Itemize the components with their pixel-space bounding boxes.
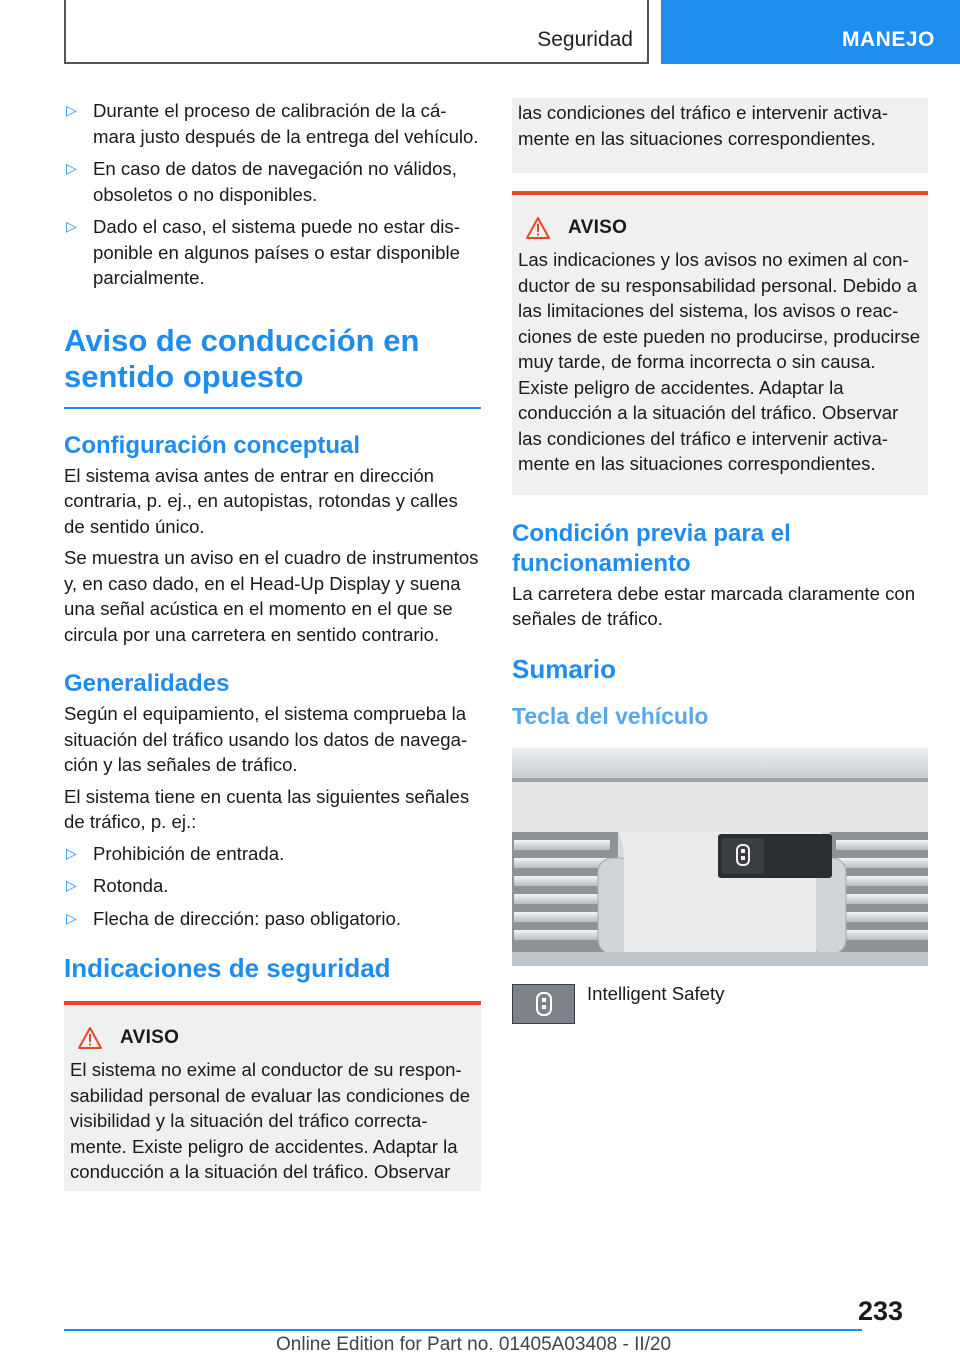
- triangle-bullet-icon: ▷: [66, 102, 77, 118]
- page-title: Aviso de conducción en sentido opuesto: [64, 323, 481, 409]
- warning-title: AVISO: [568, 217, 628, 238]
- triangle-bullet-icon: ▷: [66, 909, 77, 926]
- list-item: ▷ En caso de datos de navegación no válidos, obsoletos o no disponibles.: [66, 158, 457, 205]
- dashboard-illustration: [512, 748, 928, 966]
- triangle-bullet-icon: ▷: [66, 877, 77, 893]
- conditions-list: [64, 98, 481, 291]
- list-item: ▷ Flecha de dirección: paso obligatorio.: [64, 906, 481, 932]
- warning-title: AVISO: [120, 1027, 180, 1048]
- warning-box: [512, 191, 928, 495]
- button-heading: Tecla del vehículo: [512, 702, 709, 729]
- summary-heading: Sumario: [512, 653, 617, 684]
- page-number: 233: [858, 1296, 904, 1326]
- warning-header: [518, 217, 922, 239]
- footer-edition: Online Edition for Part no. 01405A03408 - II/20: [276, 1334, 672, 1355]
- button-label: Intelligent Safety: [587, 982, 725, 1004]
- safety-heading: Indicaciones de seguridad: [64, 953, 391, 983]
- warning-continued-text: las condiciones del tráfico e intervenir activamente en las situaciones correspondientes.: [518, 102, 888, 149]
- triangle-bullet-icon: ▷: [66, 218, 77, 234]
- section-tab-label: Seguridad: [537, 28, 633, 51]
- warning-text: El sistema no exime al conductor de su responsabilidad personal de evaluar las condiciones de visibilidad y la situación del tráfico correctamente. Existe peligro de accidentes. Adaptar la conducción a la situación del tráfico. Observar: [70, 1059, 471, 1182]
- chapter-tab: [661, 0, 960, 64]
- warning-header: [70, 1027, 475, 1049]
- footer-divider: [64, 1329, 862, 1331]
- chapter-tab-label: MANEJO: [842, 28, 935, 51]
- warning-text: Las indicaciones y los avisos no eximen al conductor de su responsabilidad personal. Debido a las limitaciones del sistema, los avisos o reacciones de este pueden no producirse, producirse muy tarde, de forma incorrecta o sin causa. Existe peligro de accidentes. Adaptar la conducción a la situación del tráfico. Observar las condiciones del tráfico e intervenir activamente en las situaciones correspondientes.: [518, 249, 921, 474]
- intelligent-safety-icon: [512, 984, 575, 1024]
- precondition-paragraph: La carretera debe estar marcada claramente con señales de tráfico.: [512, 582, 916, 629]
- triangle-bullet-icon: ▷: [66, 160, 77, 176]
- list-item: ▷ Rotonda.: [64, 873, 481, 899]
- triangle-bullet-icon: ▷: [66, 844, 77, 861]
- warning-triangle-icon: [526, 217, 550, 239]
- general-paragraph-2: El sistema tiene en cuenta las siguientes señales de tráfico, p. ej.:: [64, 785, 470, 832]
- button-legend: [512, 984, 928, 1024]
- list-item: ▷ Prohibición de entrada.: [64, 841, 481, 867]
- concept-paragraph-1: El sistema avisa antes de entrar en dirección contraria, p. ej., en autopistas, rotondas y calles de sentido único.: [64, 464, 458, 537]
- list-item: ▷ Dado el caso, el sistema puede no estar disponible en algunos países o estar disponible parcialmente.: [66, 216, 460, 288]
- concept-paragraph-2: Se muestra un aviso en el cuadro de instrumentos y, en caso dado, en el Head-Up Display y suena una señal acústica en el momento en el que se circula por una carretera en sentido contrario.: [64, 547, 479, 645]
- general-paragraph-1: Según el equipamiento, el sistema comprueba la situación del tráfico usando los datos de navegación y las señales de tráfico.: [64, 703, 468, 775]
- warning-triangle-icon: [78, 1027, 102, 1049]
- concept-heading: Configuración conceptual: [64, 431, 361, 459]
- section-tab: [64, 0, 649, 64]
- warning-box: [64, 1001, 481, 1191]
- general-heading: Generalidades: [64, 670, 230, 697]
- vehicle-button-photo: [512, 748, 928, 966]
- signs-list: [64, 841, 481, 932]
- right-column: [512, 98, 928, 1024]
- precondition-heading: Condición previa para el funcionamiento: [512, 519, 791, 577]
- list-item: ▷ Durante el proceso de calibración de la cámara justo después de la entrega del vehículo.: [66, 100, 479, 147]
- warning-box-continued: [512, 98, 928, 173]
- left-column: [64, 98, 481, 1191]
